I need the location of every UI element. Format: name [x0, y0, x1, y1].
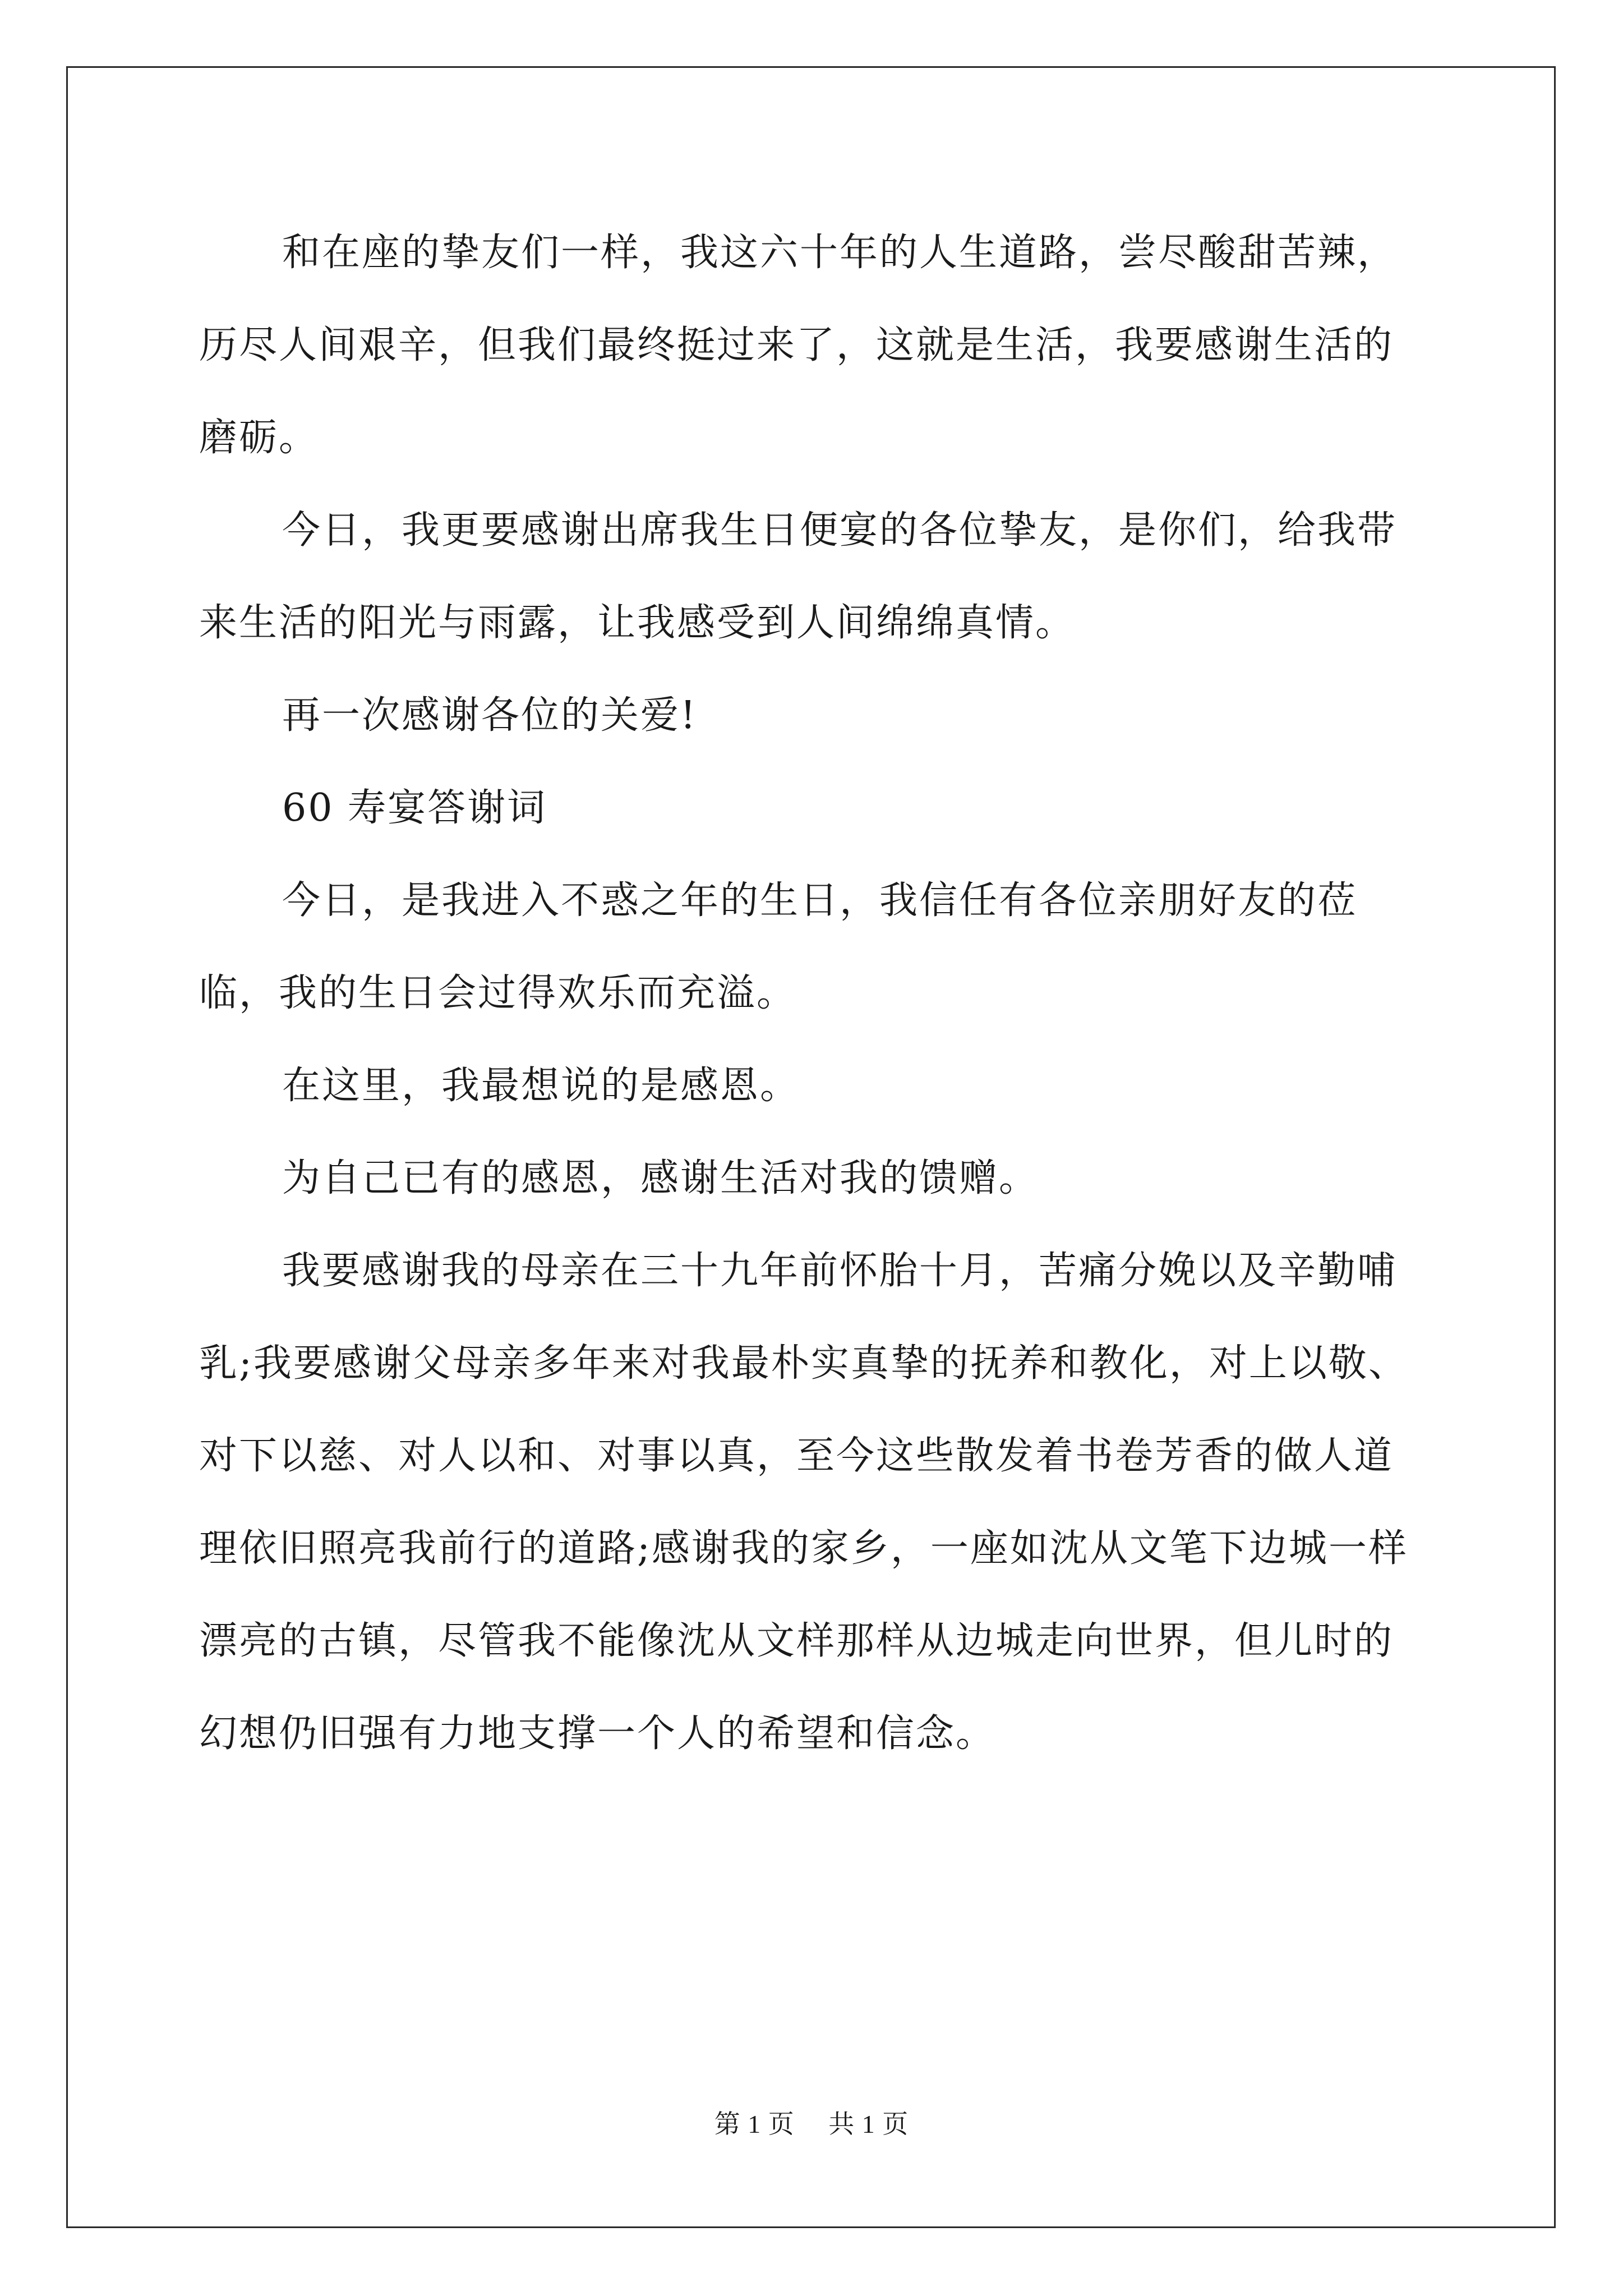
page-number: 第 1 页 [714, 2110, 795, 2138]
paragraph: 在这里，我最想说的是感恩。 [282, 1064, 800, 1108]
paragraph: 为自己已有的感恩，感谢生活对我的馈赠。 [282, 1156, 1039, 1200]
paragraph: 今日，是我进入不惑之年的生日，我信任有各位亲朋好友的莅临，我的生日会过得欢乐而充溢。 [199, 878, 1358, 1015]
paragraph: 和在座的挚友们一样，我这六十年的人生道路，尝尽酸甜苦辣，历尽人间艰辛，但我们最终挺过来了，这就是生活，我要感谢生活的磨砺。 [199, 231, 1398, 460]
paragraph: 再一次感谢各位的关爱! [282, 693, 698, 738]
page-total: 共 1 页 [828, 2110, 909, 2138]
paragraph: 今日，我更要感谢出席我生日便宴的各位挚友，是你们，给我带来生活的阳光与雨露，让我感受到人间绵绵真情。 [199, 508, 1398, 645]
section-heading: 60 寿宴答谢词 [282, 786, 547, 830]
page-footer [0, 2104, 1623, 2141]
paragraph: 我要感谢我的母亲在三十九年前怀胎十月，苦痛分娩以及辛勤哺乳;我要感谢父母亲多年来对我最朴实真挚的抚养和教化，对上以敬、对下以慈、对人以和、对事以真，至今这些散发着书卷芳香的做人道理依旧照亮我前行的道路;感谢我的家乡，一座如沈从文笔下边城一样漂亮的古镇，尽管我不能像沈从文样那样从边城走向世界，但儿时的幻想仍旧强有力地支撑一个人的希望和信念。 [199, 1249, 1408, 1756]
document-body [199, 206, 1427, 1780]
